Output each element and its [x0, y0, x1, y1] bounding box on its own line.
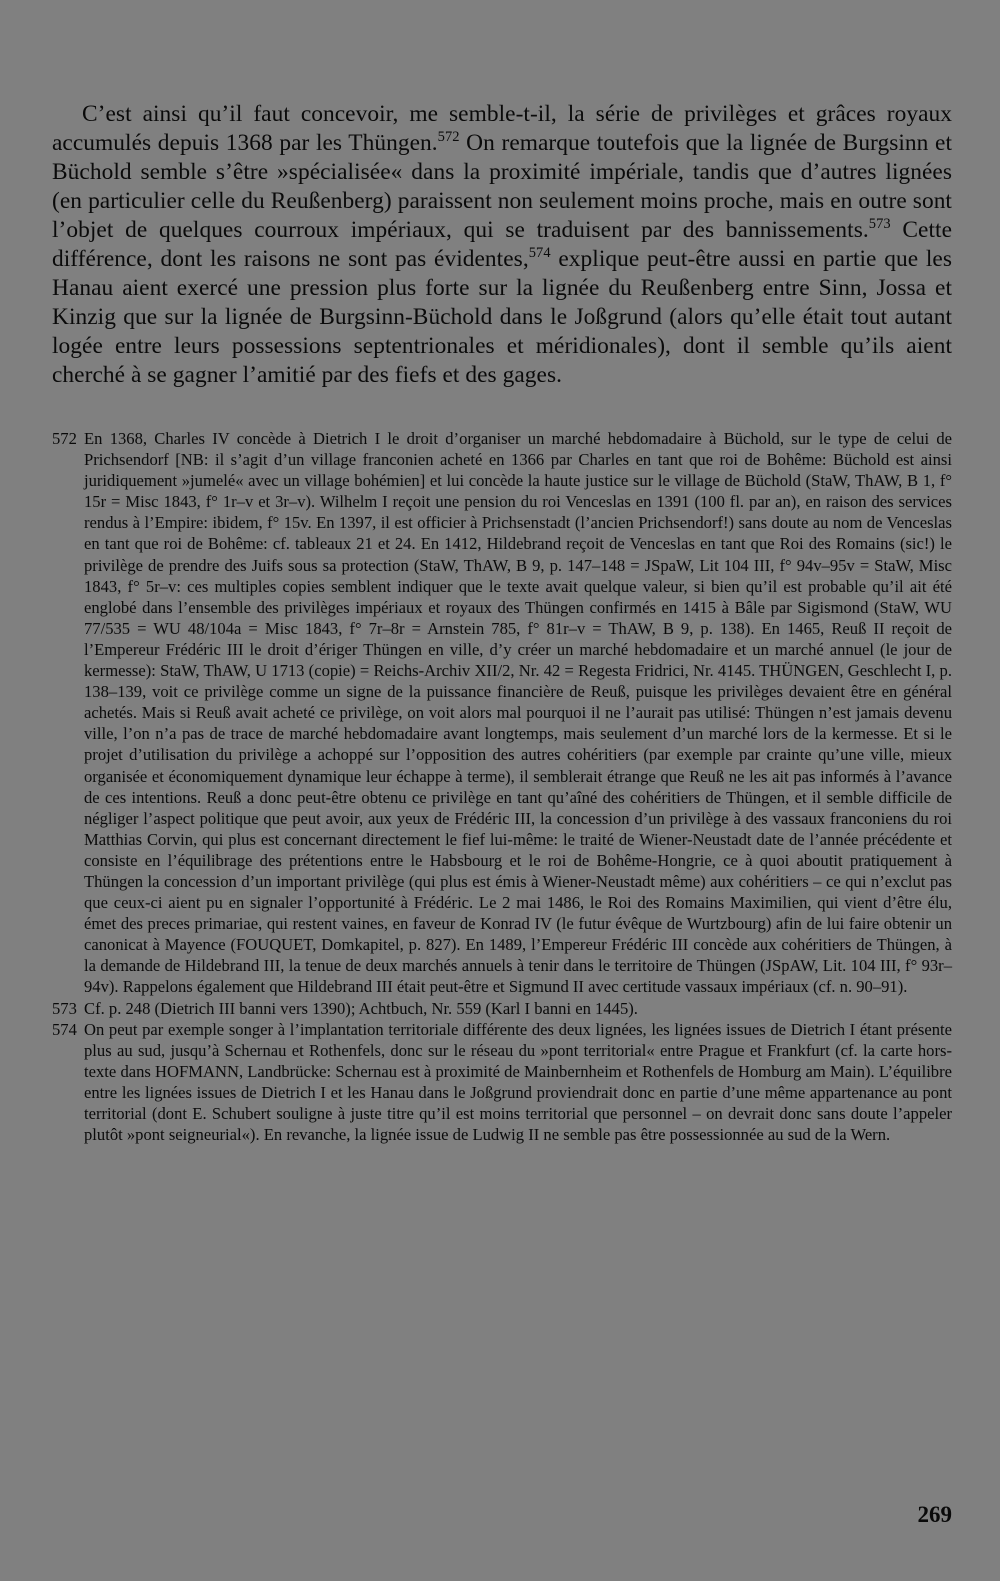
body-text-part-2: On remarque toutefois que la lignée de Burgsinn et Büchold semble s’être »spécialisée« dans la proximité impériale, tandis que d’autres lignées (en particulier celle du Reußenberg) paraissent non seulement moins proche, mais en outre sont l’objet de quelques courroux impériaux, qui se traduisent par des bannissements. — [52, 130, 952, 243]
footnote-572 — [52, 428, 952, 998]
footnote-574 — [52, 1019, 952, 1146]
page-number: 269 — [917, 1502, 952, 1527]
footnote-text: Cf. p. 248 (Dietrich III banni vers 1390); Achtbuch, Nr. 559 (Karl I banni en 1445). — [84, 998, 638, 1018]
footnote-number: 572 — [52, 429, 77, 448]
footnote-text: En 1368, Charles IV concède à Dietrich I le droit d’organiser un marché hebdomadaire à Büchold, sur le type de celui de Prichsendorf [NB: il s’agit d’un village franconien acheté en 1366 par Charles en tant que roi de Bohême: Büchold est ainsi juridiquement »jumelé« avec un village bohémien] et lui concède la haute justice sur le village de Büchold (StaW, ThAW, B 1, f° 15r = Misc 1843, f° 1r–v et 3r–v). Wilhelm I reçoit une pension du roi Venceslas en 1391 (100 fl. par an), en raison des services rendus à l’Empire: ibidem, f° 15v. En 1397, il est officier à Prichsenstadt (l’ancien Prichsendorf!) sans doute au nom de Venceslas en tant que roi de Bohême: cf. tableaux 21 et 24. En 1412, Hildebrand reçoit de Venceslas en tant que Roi des Romains (sic!) le privilège de prendre des Juifs sous sa protection (StaW, ThAW, B 9, p. 147–148 = JSpaW, Lit 104 III, f° 94v–95v = StaW, Misc 1843, f° 5r–v: ces multiples copies semblent indiquer que le texte avait quelque valeur, si bien qu’il est probable qu’il ait été englobé dans l’ensemble des privilèges impériaux et royaux des Thüngen confirmés en 1415 à Bâle par Sigismond (StaW, WU 77/535 = WU 48/104a = Misc 1843, f° 7r–8r = Arnstein 785, f° 81r–v = ThAW, B 9, p. 138). En 1465, Reuß II reçoit de l’Empereur Frédéric III le droit d’ériger Thüngen en ville, d’y créer un marché hebdomadaire et un marché annuel (le jour de kermesse): StaW, ThAW, U 1713 (copie) = Reichs-Archiv XII/2, Nr. 42 = Regesta Fridrici, Nr. 4145. THÜNGEN, Geschlecht I, p. 138–139, voit ce privilège comme un signe de la puissance financière de Reuß, puisque les privilèges devaient être en général achetés. Mais si Reuß avait acheté ce privilège, on voit alors mal pourquoi il ne l’aurait pas utilisé: Thüngen n’est jamais devenu ville, l’on n’a pas de trace de marché hebdomadaire avant longtemps, mais seulement d’un marché lors de la kermesse. Et si le projet d’utilisation du privilège a achoppé sur l’opposition des autres cohéritiers (par exemple par crainte qu’une ville, mieux organisée et économiquement dynamique leur échappe à terme), il semblerait étrange que Reuß ne les ait pas informés à l’avance de ces intentions. Reuß a donc peut-être obtenu ce privilège en tant qu’aîné des cohéritiers de Thüngen, et il semble difficile de négliger l’aspect politique que peut avoir, aux yeux de Frédéric III, la concession d’un privilège à des vassaux franconiens du roi Matthias Corvin, qui plus est concernant directement le fief lui-même: le traité de Wiener-Neustadt date de l’année précédente et consiste en l’équilibrage des prétentions entre le Habsbourg et le roi de Bohême-Hongrie, ce à quoi aboutit pratiquement à Thüngen la concession d’un important privilège (qui plus est émis à Wiener-Neustadt même) aux cohéritiers – ce qui n’exclut pas que ceux-ci aient pu en signaler l’opportunité à Frédéric. Le 2 mai 1486, le Roi des Romains Maximilien, qui vient d’être élu, émet des preces primariae, qui restent vaines, en faveur de Konrad IV (le futur évêque de Wurtzbourg) afin de lui faire obtenir un canonicat à Mayence (FOUQUET, Domkapitel, p. 827). En 1489, l’Empereur Frédéric III concède aux cohéritiers de Thüngen, à la demande de Hildebrand III, la tenue de deux marchés annuels à tenir dans le territoire de Thüngen (JSpAW, Lit. 104 III, f° 93r–94v). Rappelons également que Hildebrand III était peut-être et Sigmund II avec certitude vassaux impériaux (cf. n. 90–91). — [84, 429, 952, 997]
body-paragraph — [52, 100, 952, 390]
footnote-number: 573 — [52, 998, 77, 1018]
footnote-573 — [52, 998, 952, 1019]
footnotes — [52, 428, 952, 1145]
footnote-text: On peut par exemple songer à l’implantation territoriale différente des deux lignées, les lignées issues de Dietrich I étant présente plus au sud, jusqu’à Schernau et Rothenfels, donc sur le réseau du »pont territorial« entre Prague et Frankfurt (cf. la carte hors-texte dans HOFMANN, Landbrücke: Schernau est à proximité de Mainbernheim et Rothenfels de Homburg am Main). L’équilibre entre les lignées issues de Dietrich I et les Hanau dans le Joßgrund proviendrait donc en partie d’une même appartenance au pont territorial (dont E. Schubert souligne à juste titre qu’il est moins territorial que personnel – on devrait donc sans doute l’appeler plutôt »pont seigneurial«). En revanche, la lignée issue de Ludwig II ne semble pas être possessionnée au sud de la Wern. — [84, 1019, 952, 1145]
footnote-ref-573[interactable]: 573 — [868, 216, 891, 233]
body-text-part-3: Cette différence, dont les raisons ne sont pas évidentes, — [52, 217, 952, 272]
page — [52, 100, 952, 1145]
body-text-part-1: C’est ainsi qu’il faut concevoir, me semble-t-il, la série de privilèges et grâces royaux accumulés depuis 1368 par les Thüngen. — [52, 101, 952, 156]
footnote-ref-574[interactable]: 574 — [528, 245, 551, 262]
footnote-ref-572[interactable]: 572 — [437, 129, 460, 146]
footnote-number: 574 — [52, 1019, 77, 1039]
body-text-part-4: explique peut-être aussi en partie que les Hanau aient exercé une pression plus forte sur la lignée du Reußenberg entre Sinn, Jossa et Kinzig que sur la lignée de Burgsinn-Büchold dans le Joßgrund (alors qu’elle était tout autant logée entre leurs possessions septentrionales et méridionales), dont il semble qu’ils aient cherché à se gagner l’amitié par des fiefs et des gages. — [52, 246, 952, 388]
